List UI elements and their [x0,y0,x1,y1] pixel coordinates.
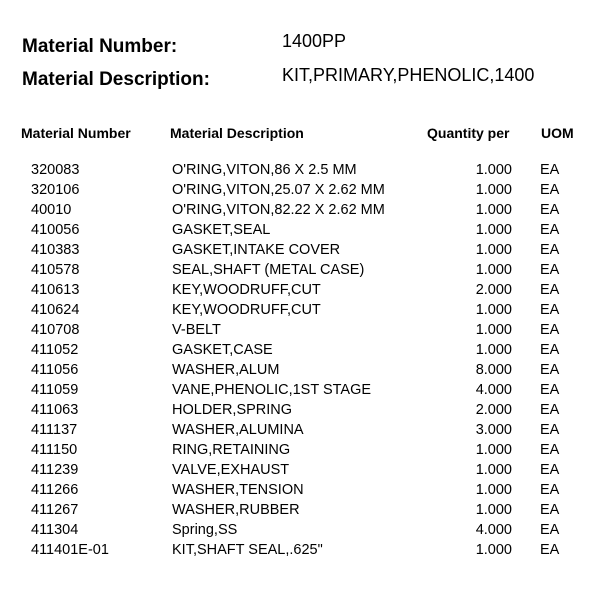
column-header-uom: UOM [541,125,574,141]
cell-uom: EA [540,402,560,418]
cell-quantity: 1.000 [475,442,512,458]
cell-quantity: 1.000 [475,502,512,518]
material-description-value: KIT,PRIMARY,PHENOLIC,1400 [282,65,535,85]
cell-material-description: V-BELT [172,322,221,338]
table-row [0,400,600,420]
cell-uom: EA [540,162,560,178]
cell-quantity: 1.000 [475,222,512,238]
cell-quantity: 1.000 [475,462,512,478]
cell-quantity: 8.000 [475,362,512,378]
table-row [0,340,600,360]
cell-quantity: 1.000 [475,262,512,278]
cell-material-description: WASHER,ALUM [172,362,280,378]
cell-uom: EA [540,222,560,238]
cell-uom: EA [540,342,560,358]
cell-quantity: 1.000 [475,342,512,358]
cell-quantity: 1.000 [475,162,512,178]
cell-uom: EA [540,522,560,538]
cell-uom: EA [540,242,560,258]
cell-quantity: 1.000 [475,202,512,218]
cell-material-description: KEY,WOODRUFF,CUT [172,282,321,298]
cell-material-description: GASKET,SEAL [172,222,271,238]
cell-uom: EA [540,442,560,458]
cell-material-number: 40010 [31,202,72,218]
cell-material-description: SEAL,SHAFT (METAL CASE) [172,262,365,278]
cell-material-description: VANE,PHENOLIC,1ST STAGE [172,382,372,398]
cell-quantity: 2.000 [475,402,512,418]
cell-material-number: 411267 [31,502,79,518]
cell-material-description: WASHER,RUBBER [172,502,300,518]
cell-quantity: 1.000 [475,242,512,258]
cell-material-number: 411137 [31,422,78,438]
cell-material-description: RING,RETAINING [172,442,291,458]
cell-material-number: 411056 [31,362,79,378]
cell-material-number: 411059 [31,382,79,398]
cell-material-description: GASKET,INTAKE COVER [172,242,341,258]
cell-uom: EA [540,202,560,218]
cell-material-description: O'RING,VITON,25.07 X 2.62 MM [172,182,385,198]
cell-material-number: 320083 [31,162,80,178]
cell-material-description: KEY,WOODRUFF,CUT [172,302,321,318]
cell-material-description: VALVE,EXHAUST [172,462,290,478]
cell-material-description: HOLDER,SPRING [172,402,293,418]
cell-uom: EA [540,462,560,478]
material-number-value: 1400PP [282,31,347,51]
table-row [0,240,600,260]
cell-quantity: 4.000 [475,522,512,538]
cell-material-number: 411150 [31,442,78,458]
column-header-material-description: Material Description [170,125,304,141]
table-row [0,260,600,280]
cell-quantity: 1.000 [475,322,512,338]
cell-uom: EA [540,282,560,298]
cell-material-description: GASKET,CASE [172,342,273,358]
cell-material-number: 410383 [31,242,80,258]
table-row [0,200,600,220]
cell-uom: EA [540,322,560,338]
table-row [0,420,600,440]
cell-quantity: 4.000 [475,382,512,398]
column-header-quantity: Quantity per [427,125,510,141]
material-table-body [0,160,600,560]
cell-material-number: 411063 [31,402,79,418]
cell-material-description: WASHER,TENSION [172,482,304,498]
cell-uom: EA [540,482,560,498]
cell-material-number: 411266 [31,482,79,498]
cell-quantity: 2.000 [475,282,512,298]
cell-uom: EA [540,542,560,558]
cell-material-number: 410578 [31,262,80,278]
cell-uom: EA [540,262,560,278]
cell-material-description: Spring,SS [172,522,238,538]
cell-material-number: 410708 [31,322,80,338]
cell-uom: EA [540,182,560,198]
cell-material-number: 411401E-01 [31,542,109,558]
table-row [0,440,600,460]
table-row [0,280,600,300]
cell-material-description: O'RING,VITON,86 X 2.5 MM [172,162,357,178]
cell-quantity: 1.000 [475,542,512,558]
column-header-material-number: Material Number [21,125,131,141]
cell-quantity: 1.000 [475,182,512,198]
cell-material-number: 320106 [31,182,80,198]
cell-material-description: KIT,SHAFT SEAL,.625" [172,542,323,558]
cell-material-number: 411239 [31,462,79,478]
table-row [0,520,600,540]
cell-quantity: 1.000 [475,482,512,498]
table-row [0,540,600,560]
table-row [0,180,600,200]
table-row [0,380,600,400]
table-row [0,300,600,320]
table-row [0,460,600,480]
material-number-label: Material Number: [22,36,178,57]
table-row [0,480,600,500]
cell-material-number: 411304 [31,522,79,538]
table-row [0,160,600,180]
table-row [0,320,600,340]
cell-uom: EA [540,362,560,378]
cell-material-number: 411052 [31,342,79,358]
cell-uom: EA [540,302,560,318]
cell-quantity: 3.000 [475,422,512,438]
cell-material-number: 410624 [31,302,80,318]
table-row [0,360,600,380]
cell-uom: EA [540,382,560,398]
cell-material-number: 410613 [31,282,80,298]
table-row [0,220,600,240]
cell-uom: EA [540,422,560,438]
material-description-label: Material Description: [22,69,210,90]
cell-material-description: O'RING,VITON,82.22 X 2.62 MM [172,202,385,218]
cell-quantity: 1.000 [475,302,512,318]
cell-uom: EA [540,502,560,518]
cell-material-description: WASHER,ALUMINA [172,422,304,438]
cell-material-number: 410056 [31,222,80,238]
table-row [0,500,600,520]
